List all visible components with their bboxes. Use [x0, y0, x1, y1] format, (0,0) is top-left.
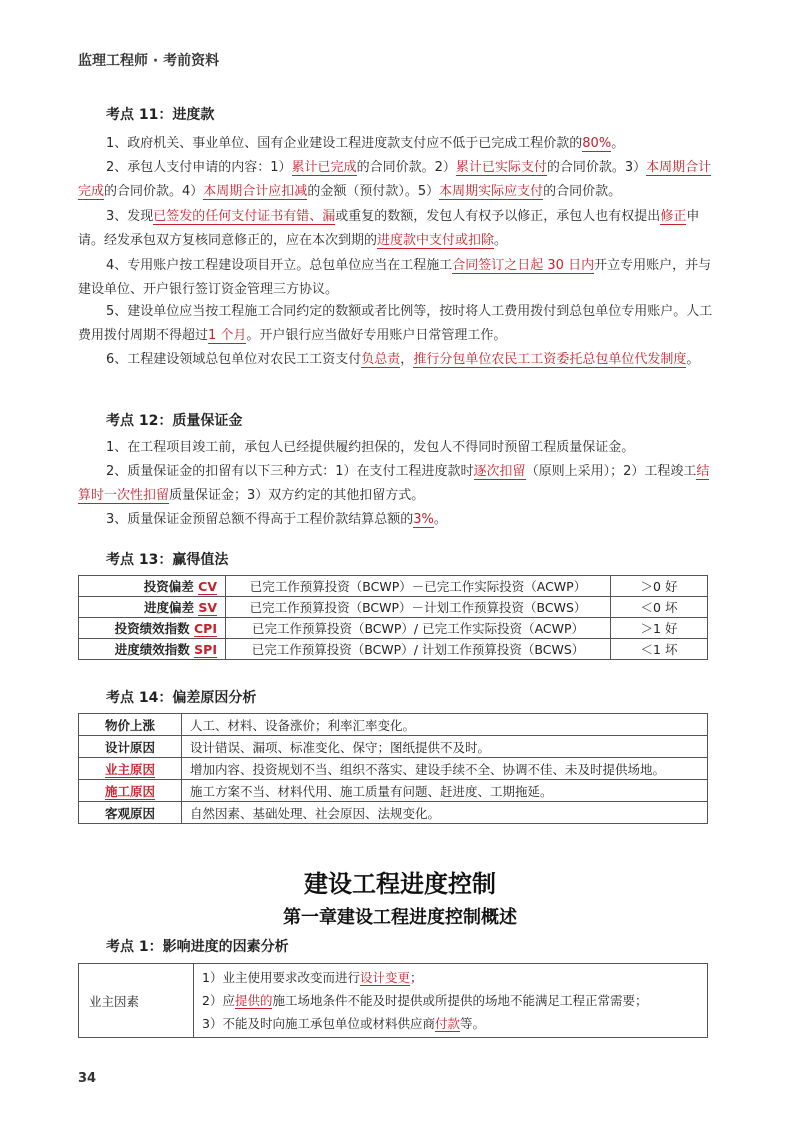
- chapter-title: 第一章建设工程进度控制概述: [283, 907, 517, 928]
- table-row: 业主原因 增加内容、投资规划不当、组织不落实、建设手续不全、协调不佳、未及时提供场地。: [79, 758, 708, 780]
- highlight: 修正: [660, 209, 687, 224]
- highlight: 推行分包单位农民工工资委托总包单位代发制度: [413, 352, 687, 367]
- s11-paragraph-1: 1、政府机关、事业单位、国有企业建设工程进度款支付应不低于已完成工程价款的80%。: [106, 136, 625, 151]
- part-title: 建设工程进度控制: [304, 869, 496, 898]
- s12-paragraph-3: 3、质量保证金预留总额不得高于工程价款结算总额的3%。: [106, 512, 447, 527]
- page-number: 34: [78, 1071, 97, 1086]
- table-row: 投资偏差 CV 已完工作预算投资（BCWP）－已完工作实际投资（ACWP） ＞0 好: [79, 576, 708, 597]
- section-title-13: 考点 13：赢得值法: [106, 552, 229, 568]
- highlight: CV: [198, 579, 217, 594]
- highlight: 付款: [434, 1016, 460, 1031]
- highlight: 3%: [413, 512, 434, 527]
- s12-paragraph-2: 2、质量保证金的扣留有以下三种方式：1）在支付工程进度款时逐次扣留（原则上采用）；2）工程竣工结算时一次性扣留质量保证金；3）双方约定的其他扣留方式。: [78, 464, 710, 503]
- highlight: CPI: [194, 621, 217, 636]
- section-title-14: 考点 14：偏差原因分析: [106, 690, 257, 706]
- table-row: 进度绩效指数 SPI 已完工作预算投资（BCWP）/ 计划工作预算投资（BCWS） ＜1 坏: [79, 639, 708, 660]
- highlight: 本周期合计完成: [78, 160, 712, 199]
- highlight: 已签发的任何支付证书有错、漏: [153, 209, 336, 224]
- highlight: 提供的: [234, 993, 273, 1008]
- table-row: 设计原因 设计错误、漏项、标准变化、保守；图纸提供不及时。: [79, 736, 708, 758]
- section-title-12: 考点 12：质量保证金: [106, 413, 243, 429]
- highlight: SPI: [194, 642, 217, 657]
- table-row: 施工原因 施工方案不当、材料代用、施工质量有问题、赶进度、工期拖延。: [79, 780, 708, 802]
- s11-paragraph-3: 3、发现已签发的任何支付证书有错、漏或重复的数额，发包人有权予以修正，承包人也有权提出修正申请。经发承包双方复核同意修正的，应在本次到期的进度款中支付或扣除。: [78, 209, 700, 248]
- table-row: 客观原因 自然因素、基础处理、社会原因、法规变化。: [79, 802, 708, 824]
- highlight: 本周期合计应扣减: [203, 184, 308, 199]
- earned-value-table: [78, 575, 708, 660]
- highlight: 累计已实际支付: [455, 160, 547, 175]
- table-row: 业主因素 1）业主使用要求改变而进行设计变更； 2）应提供的施工场地条件不能及时提供或所提供的场地不能满足工程正常需要； 3）不能及时向施工承包单位或材料供应商付款等。: [79, 964, 708, 1038]
- highlight: 80%: [582, 136, 612, 151]
- highlight: 结算时一次性扣留: [78, 464, 710, 503]
- table-row: 物价上涨 人工、材料、设备涨价；利率汇率变化。: [79, 714, 708, 736]
- highlight: 累计已完成: [291, 160, 357, 175]
- highlight: 逐次扣留: [473, 464, 526, 479]
- highlight: 本周期实际应支付: [439, 184, 544, 199]
- s11-paragraph-5: 5、建设单位应当按工程施工合同约定的数额或者比例等，按时将人工费用拨付到总包单位专用账户。人工费用拨付周期不得超过1 个月。开户银行应当做好专用账户日常管理工作。: [78, 304, 713, 343]
- highlight: SV: [198, 600, 217, 615]
- s11-paragraph-4: 4、专用账户按工程建设项目开立。总包单位应当在工程施工合同签订之日起 30 日内开立专用账户，并与建设单位、开户银行签订资金管理三方协议。: [78, 258, 712, 297]
- list-item: 1）业主使用要求改变而进行设计变更；: [202, 970, 423, 985]
- highlight: 业主原因: [104, 761, 155, 777]
- highlight: 进度款中支付或扣除: [377, 233, 495, 248]
- section-title-11: 考点 11：进度款: [106, 107, 215, 123]
- s12-paragraph-1: 1、在工程项目竣工前，承包人已经提供履约担保的，发包人不得同时预留工程质量保证金。: [106, 440, 635, 455]
- list-item: 2）应提供的施工场地条件不能及时提供或所提供的场地不能满足工程正常需要；: [202, 993, 648, 1008]
- highlight: 合同签订之日起 30 日内: [452, 258, 595, 273]
- highlight: 设计变更: [359, 970, 410, 985]
- page-header: 监理工程师 · 考前资料: [78, 53, 220, 69]
- s11-paragraph-6: 6、工程建设领域总包单位对农民工工资支付负总责，推行分包单位农民工工资委托总包单位代发制度。: [106, 352, 700, 367]
- highlight: 负总责: [361, 352, 401, 367]
- table-row: 投资绩效指数 CPI 已完工作预算投资（BCWP）/ 已完工作实际投资（ACWP） ＞1 好: [79, 618, 708, 639]
- progress-factor-table: [78, 963, 708, 1038]
- table-row: 进度偏差 SV 已完工作预算投资（BCWP）－计划工作预算投资（BCWS） ＜0 坏: [79, 597, 708, 618]
- list-item: 3）不能及时向施工承包单位或材料供应商付款等。: [202, 1016, 485, 1031]
- s11-paragraph-2: 2、承包人支付申请的内容：1）累计已完成的合同价款。2）累计已实际支付的合同价款。3）本周期合计完成的合同价款。4）本周期合计应扣减的金额（预付款）。5）本周期实际应支付的合同价款。: [78, 160, 712, 199]
- highlight: 施工原因: [104, 783, 155, 799]
- deviation-cause-table: [78, 713, 708, 824]
- section-title-k1: 考点 1：影响进度的因素分析: [106, 939, 289, 955]
- highlight: 1 个月: [208, 328, 247, 343]
